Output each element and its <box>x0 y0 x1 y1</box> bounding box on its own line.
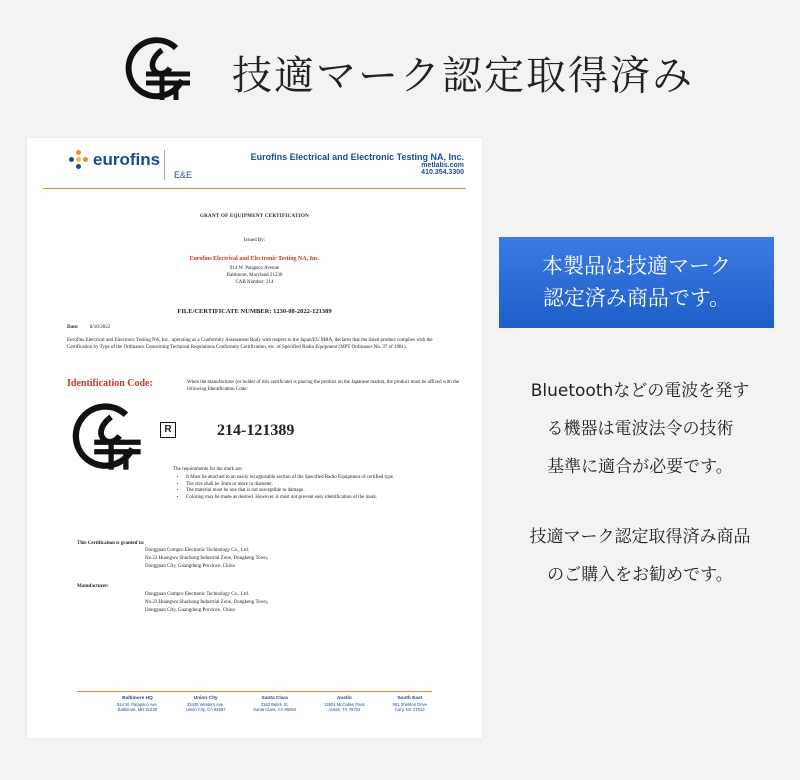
header-divider <box>43 188 466 189</box>
logo-text: eurofins <box>93 150 161 169</box>
lab-info <box>251 152 464 176</box>
manufacturer-line: Dongguan Compro Electronic Technology Co., Ltd. <box>145 592 249 597</box>
office-item <box>393 695 427 713</box>
badge-line-2: 認定済み商品です。 <box>542 286 731 310</box>
eurofins-dots-icon <box>69 150 89 170</box>
description-line: る機器は電波法令の技術 <box>546 419 734 439</box>
footer-divider <box>77 691 432 692</box>
identification-code-desc: When the manufacturer (or holder of this certificate) is placing the product on the Japanese market, the product must be affixed with the following Identification Code: <box>187 380 460 392</box>
list-item: • The size shall be 3mm or more in diameter. <box>186 482 476 489</box>
file-number: FILE/CERTIFICATE NUMBER: 1230-08-2022-121389 <box>177 308 332 315</box>
office-city: Cary, NC 27513 <box>394 707 425 712</box>
office-street: 3162 Belick St. <box>260 701 289 707</box>
issuer-address-2: Baltimore, Maryland 21230 <box>226 273 283 278</box>
grant-title: GRANT OF EQUIPMENT CERTIFICATION <box>199 214 310 219</box>
description-block-1 <box>490 372 790 486</box>
page-title: 技適マーク認定取得済み <box>232 53 694 99</box>
logo-sub: E&E <box>174 170 193 180</box>
description-line: のご購入をお勧めです。 <box>547 565 733 585</box>
cab-number: CAB Number: 214 <box>235 280 274 285</box>
issuer-address-1: 914 W. Patapsco Avenue <box>229 266 280 271</box>
office-city: Santa Clara, CA 95054 <box>253 707 297 712</box>
office-name: Austin <box>336 696 352 701</box>
requirements-list <box>177 475 476 501</box>
issued-by: Issued By: <box>243 238 266 243</box>
office-footer <box>117 695 427 713</box>
grantee-line: No.23 Huangwu Shachong Industrial Zone, Dongkeng Town, <box>145 556 269 561</box>
identification-code-label: Identification Code: <box>67 378 153 389</box>
requirements-heading: The requirements for the mark are: <box>173 467 243 472</box>
lab-phone: 410.354.3300 <box>421 169 464 176</box>
office-item <box>117 695 158 713</box>
office-street: 914 W. Patapsco Ave. <box>117 701 158 707</box>
grantee-line: Dongguan Compro Electronic Technology Co., Ltd. <box>145 548 249 553</box>
giteki-mark-icon <box>124 34 196 106</box>
grantee-line: Dongguan City, Guangdong Province, China <box>145 564 235 569</box>
list-item: • The material must be one that is not susceptible to damage. <box>186 488 476 495</box>
giteki-mark-icon <box>71 400 147 476</box>
manufacturer-line: No.23 Huangwu Shachong Industrial Zone, Dongkeng Town, <box>145 600 269 605</box>
certificate-document <box>27 138 482 738</box>
office-city: Baltimore, MD 21230 <box>117 707 158 712</box>
office-street: 13501 McCallen Pass <box>323 701 365 707</box>
office-item <box>253 695 296 713</box>
office-city: Union City, CA 94587 <box>185 707 226 712</box>
date-label: Date: <box>67 325 79 330</box>
date-value: 8/10/2022 <box>89 325 111 330</box>
list-item: • It Must be attached to an easily recognizable section of the Specified Radio Equipment of certified type. <box>186 475 476 482</box>
issuer-name: Eurofins Electrical and Electronic Testing NA, Inc. <box>189 256 320 262</box>
office-name: Baltimore HQ <box>122 696 153 701</box>
declaration-paragraph: Eurofins Electrical and Electronic Testing NA, Inc., operating as a Conformity Assessment Body with respect to the Japan/EU MRA, declares that the listed product complies with the Certification by Type of the Ordinance Concerning Technical Regulations Conformity Certification, etc. of Specified Radio Equipment (MPT Ordinance No. 37 of 1981). <box>67 338 433 350</box>
certified-badge <box>499 237 774 328</box>
manufacturer-heading: Manufacturer: <box>77 584 109 589</box>
description-line: 基準に適合が必要です。 <box>547 457 733 477</box>
office-street: 33439 Western Ave. <box>186 701 225 707</box>
badge-line-1: 本製品は技適マーク <box>542 254 731 278</box>
logo-divider <box>164 150 165 180</box>
office-street: 901 Sheldon Drive <box>392 701 427 707</box>
office-name: South East <box>397 696 423 701</box>
page-header <box>0 0 800 135</box>
list-item: • Coloring may be made as desired. However, it must not prevent easy identification of the mark. <box>186 495 476 502</box>
office-item <box>186 695 226 713</box>
manufacturer-line: Dongguan City, Guangdong Province, China <box>145 608 235 613</box>
office-name: Santa Clara <box>261 696 288 701</box>
grantee-heading: This Certification is granted to: <box>77 541 145 546</box>
office-item <box>324 695 365 713</box>
lab-site: metlabs.com <box>421 162 464 169</box>
description-line: 技適マーク認定取得済み商品 <box>529 527 751 547</box>
eurofins-logo <box>69 150 160 170</box>
office-city: Austin, TX 78753 <box>328 707 361 712</box>
office-name: Union City <box>193 696 218 701</box>
lab-name: Eurofins Electrical and Electronic Testing NA, Inc. <box>250 152 464 162</box>
r-mark: R <box>160 422 176 438</box>
description-line: Bluetoothなどの電波を発す <box>530 381 750 401</box>
certification-number: 214-121389 <box>217 422 295 439</box>
date-row <box>67 325 110 330</box>
description-block-2 <box>490 518 790 594</box>
